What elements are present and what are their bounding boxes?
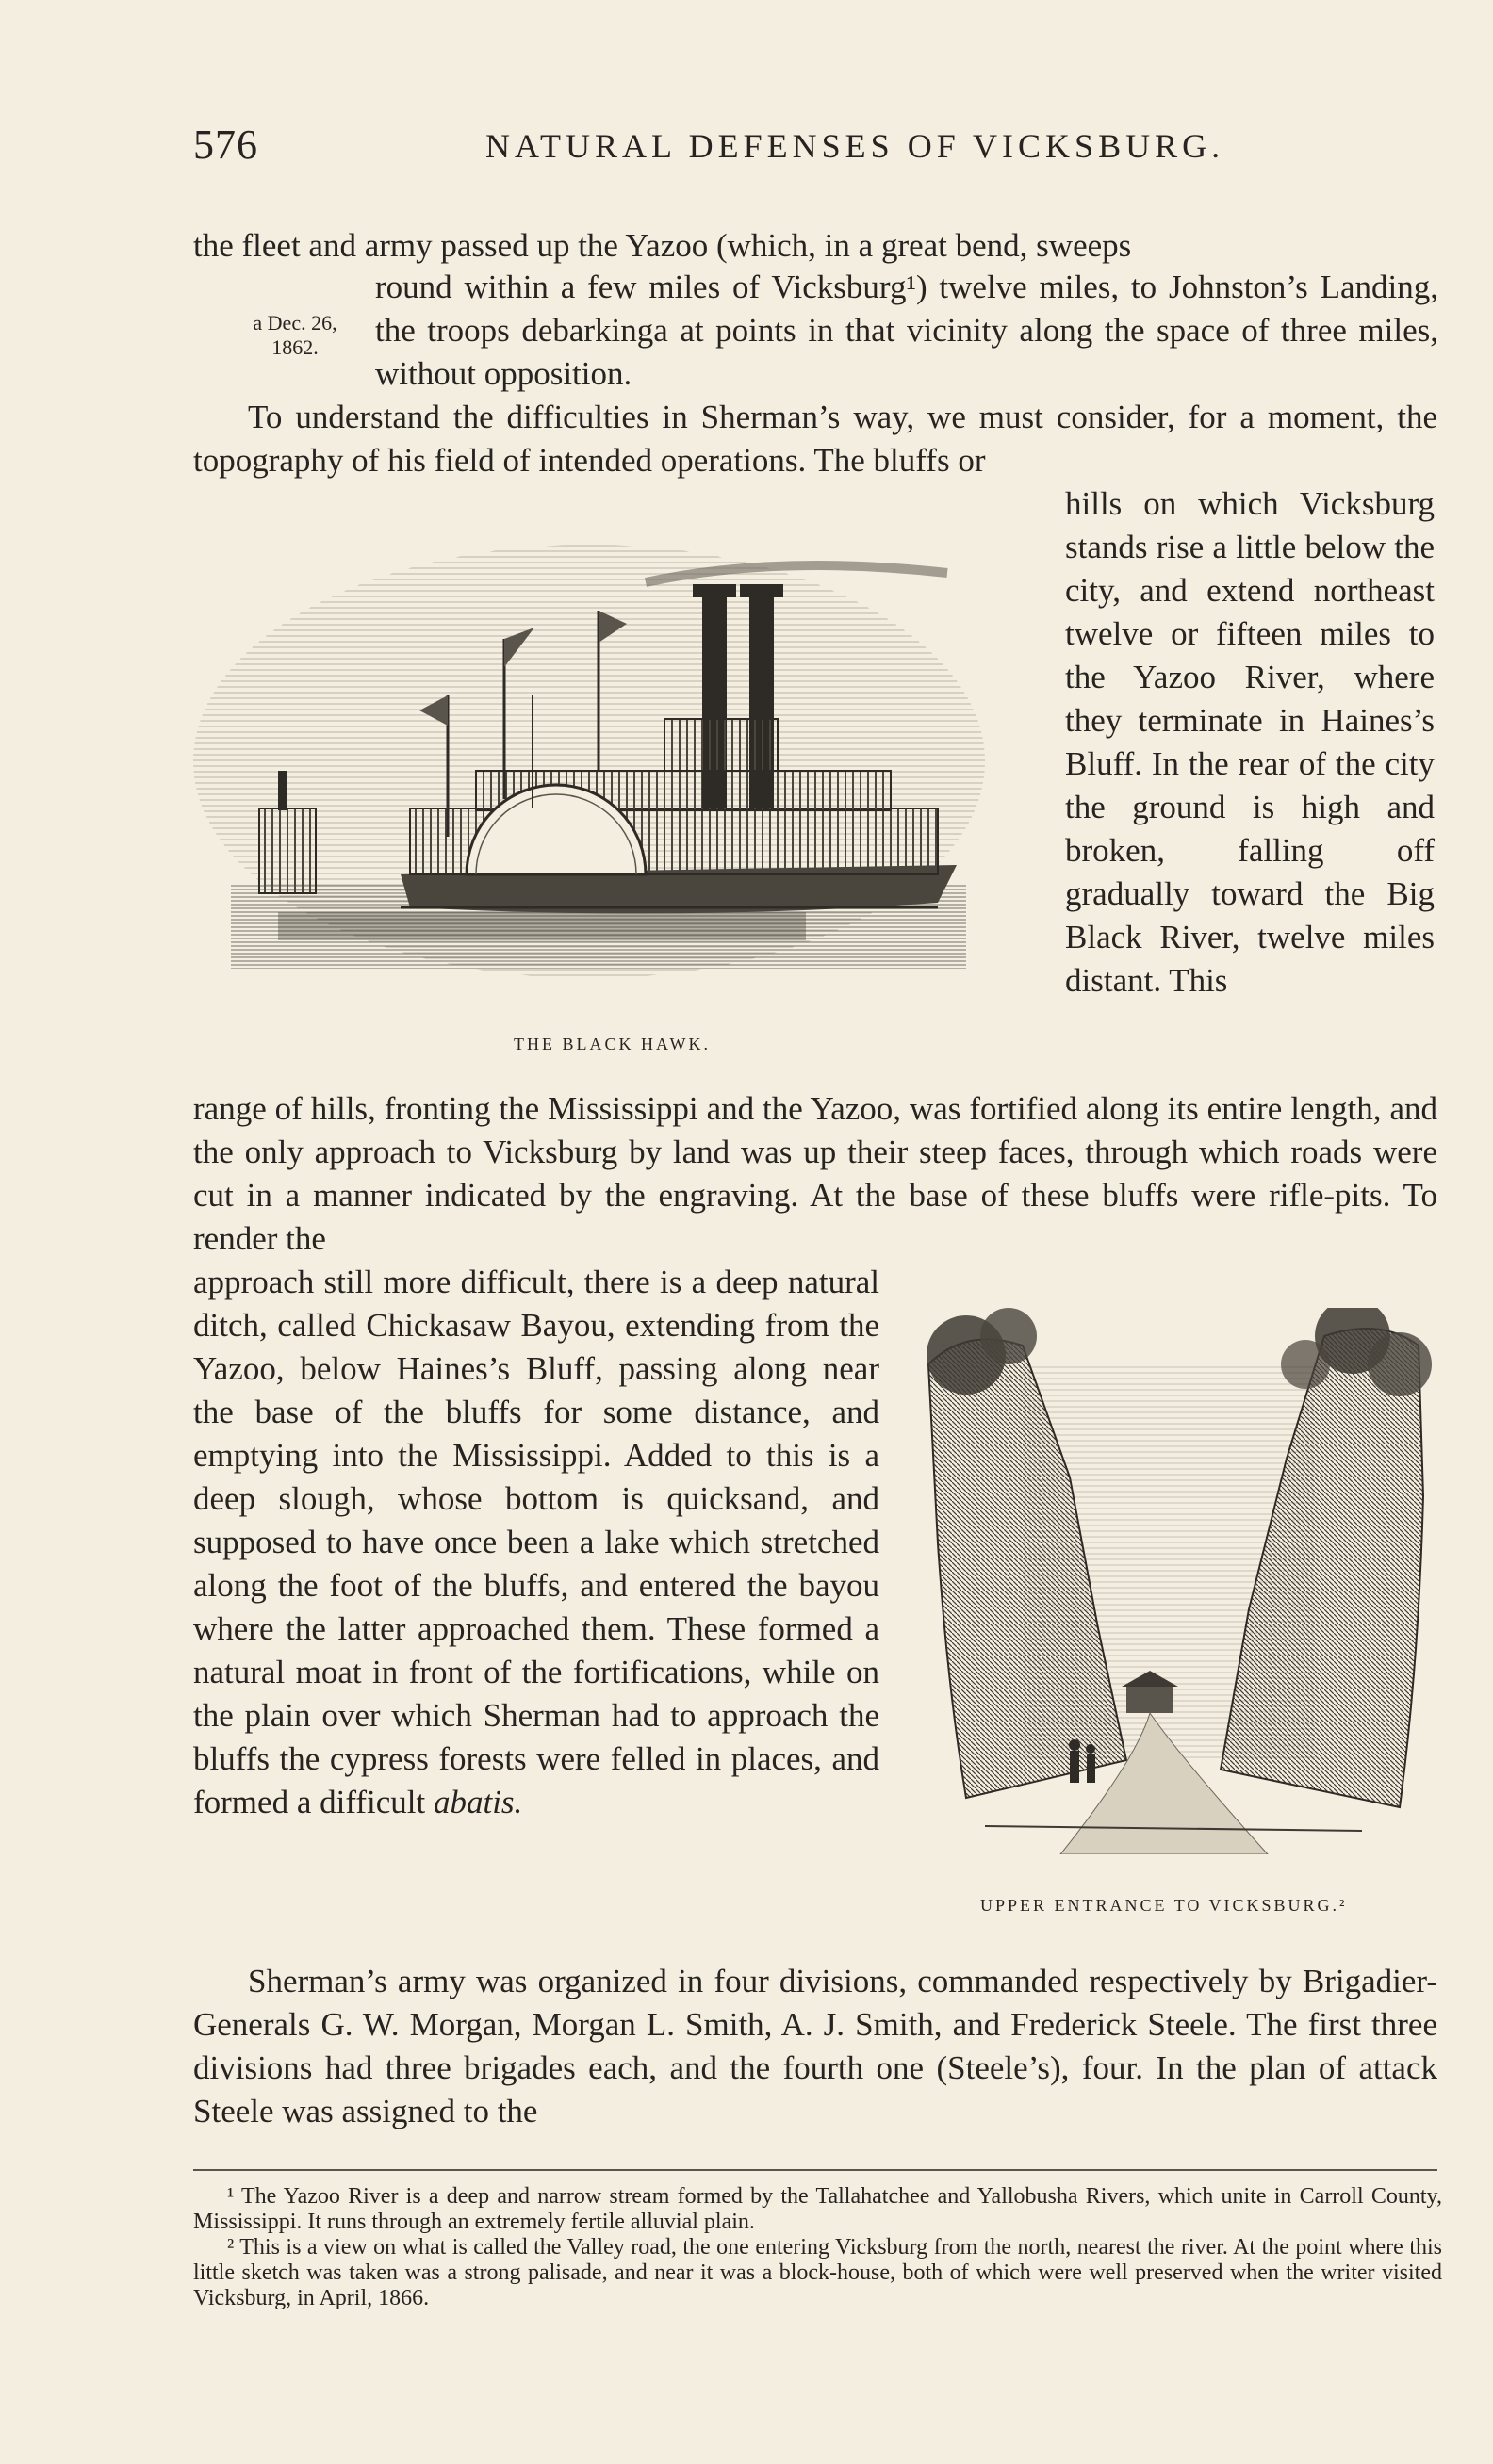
paragraph-2-right-column: hills on which Vicksburg stands rise a little below the city, and extend northeast twelve or fifteen miles to the Yazoo River, where they terminate in Haines’s Bluff. In the rear of the city the ground is high and broken, falling off gradually toward the Big Black River, twelve miles distant. This: [1065, 485, 1435, 999]
paragraph-3: Sherman’s army was organized in four divisions, commanded respectively by Brigadier-Generals G. W. Morgan, Morgan L. Smith, A. J. Smith, and Frederick Steele. The first three divisions had three brigades each, and the fourth one (Steele’s), four. In the plan of attack Steele was assigned to the: [193, 1963, 1437, 2129]
black-hawk-caption: THE BLACK HAWK.: [514, 1035, 712, 1053]
margin-date-line: a Dec. 26,: [253, 311, 337, 335]
paragraph-2-left-column: [193, 1261, 879, 1824]
paragraph-1-lead: the fleet and army passed up the Yazoo (which, in a great bend, sweeps: [193, 227, 1132, 264]
abatis-word: abatis.: [433, 1784, 523, 1820]
footnote-divider: [193, 2169, 1437, 2171]
paragraph-2-left-text: approach still more difficult, there is a deep natural ditch, called Chickasaw Bayou, extending from the Yazoo, below Haines’s Bluff, passing along near the base of the bluffs for some distance, and emptying into the Mississippi. Added to this is a deep slough, whose bottom is quicksand, and supposed to have once been a lake which stretched along the foot of the bluffs, and entered the bayou where the latter approached them. These formed a natural moat in front of the fortifications, while on the plain over which Sherman had to approach the bluffs the cypress forests were felled in places, and formed a difficult: [193, 1264, 879, 1820]
running-title: NATURAL DEFENSES OF VICKSBURG.: [485, 127, 1225, 165]
margin-year-line: 1862.: [271, 335, 319, 359]
page-header: [193, 121, 1442, 177]
footnote-1: ¹ The Yazoo River is a deep and narrow stream formed by the Tallahatchee and Yallobusha Rivers, which unite in Carroll County, Mississippi. It runs through an extremely fertile alluvial plain.: [193, 2184, 1442, 2234]
ravine-road-illustration: [910, 1308, 1437, 1854]
steamboat-illustration: [193, 526, 1004, 997]
upper-entrance-caption: UPPER ENTRANCE TO VICKSBURG.²: [980, 1896, 1348, 1915]
paragraph-1-body: round within a few miles of Vicksburg¹) twelve miles, to Johnston’s Landing, the troops debarkinga at points in that vicinity along the space of three miles, without opposition.: [375, 269, 1438, 392]
upper-entrance-engraving: [910, 1308, 1437, 1854]
footnotes: [193, 2184, 1442, 2311]
page-number: 576: [193, 122, 258, 168]
paragraph-2-continued: range of hills, fronting the Mississippi and the Yazoo, was fortified along its entire length, and the only approach to Vicksburg by land was up their steep faces, through which roads were cut in a manner indicated by the engraving. At the base of these bluffs were rifle-pits. To render the: [193, 1090, 1437, 1257]
footnote-2: ² This is a view on what is called the Valley road, the one entering Vicksburg from the north, nearest the river. At the point where this little sketch was taken was a strong palisade, and near it was a block-house, both of which were well preserved when the writer visited Vicksburg, in April, 1866.: [193, 2235, 1442, 2310]
paragraph-2-full: To understand the difficulties in Sherman’s way, we must consider, for a moment, the topography of his field of intended operations. The bluffs or: [193, 399, 1437, 479]
margin-date-note: [224, 311, 366, 360]
black-hawk-engraving: [193, 526, 1004, 997]
